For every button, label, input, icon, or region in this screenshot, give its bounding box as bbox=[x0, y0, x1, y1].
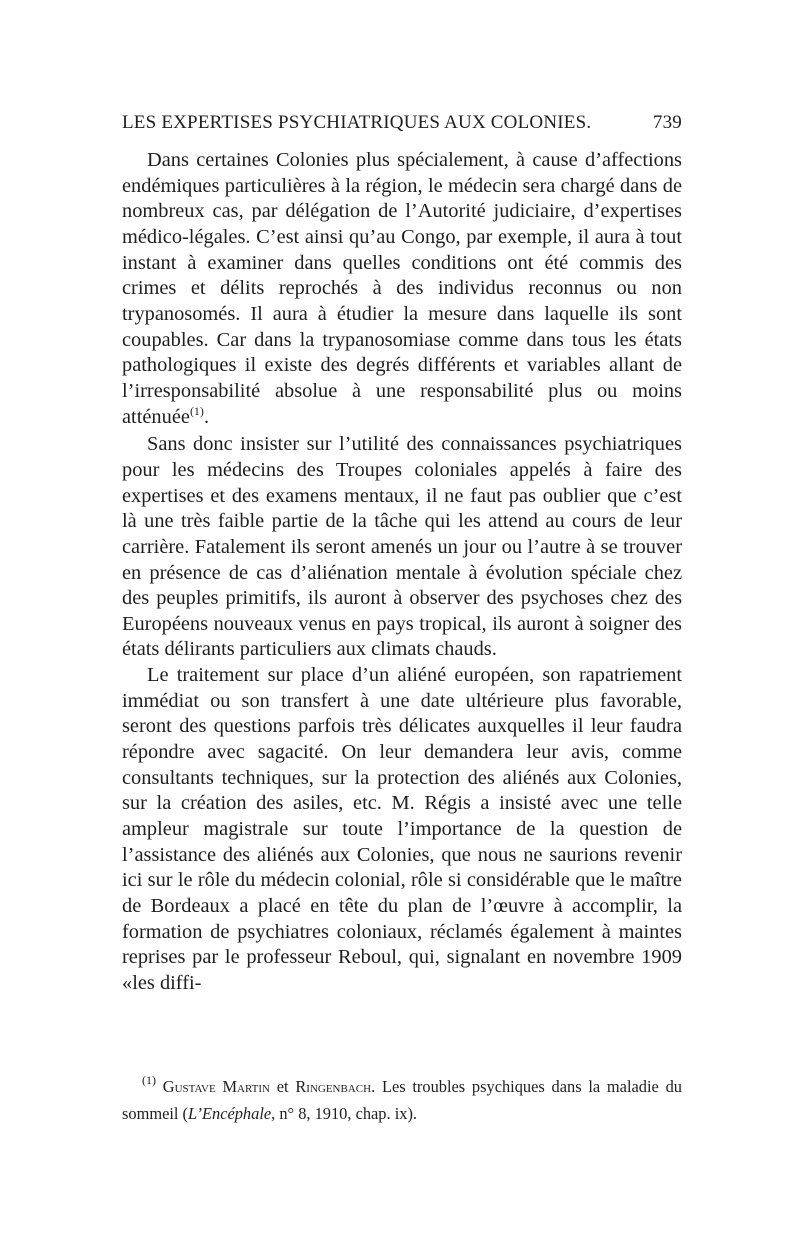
paragraph-1 bbox=[122, 148, 682, 432]
paragraph-2: Sans donc insister sur l’utilité des connaissances psychiatriques pour les médecins des Troupes coloniales appelés à faire des expertises et des examens mentaux, il ne faut pas oublier que c’est là une très faible partie de la tâche qui les attend au cours de leur carrière. Fatalement ils seront amenés un jour ou l’autre à se trouver en présence de cas d’aliénation mentale à évolution spéciale chez des peuples primitifs, ils auront à observer des psychoses chez des Européens nouveaux venus en pays tropical, ils auront à soigner des états délirants particuliers aux climats chauds. bbox=[122, 433, 682, 661]
footnote-journal: L’Encéphale bbox=[188, 1104, 272, 1123]
footnote-author-2: Ringenbach. bbox=[295, 1077, 376, 1096]
paragraph-1-end: . bbox=[203, 405, 210, 428]
main-text bbox=[122, 148, 682, 997]
page-number: 739 bbox=[652, 112, 682, 133]
paragraph-3: Le traitement sur place d’un aliéné européen, son rapatriement immédiat ou son transfert à une date ultérieure plus favorable, seront des questions parfois très délicates auxquelles il leur faudra répondre avec sagacité. On leur demandera leur avis, comme consultants techniques, sur la protection des aliénés aux Colonies, sur la création des asiles, etc. M. Régis a insisté avec une telle ampleur magistrale sur toute l’importance de la question de l’assistance des aliénés aux Colonies, que nous ne saurions revenir ici sur le rôle du médecin colonial, rôle si considérable que le maître de Bordeaux a placé en tête du plan de l’œuvre à accomplir, la formation de psychiatres coloniaux, réclamés également à maintes reprises par le professeur Reboul, qui, signalant en novembre 1909 «les diffi- bbox=[122, 664, 682, 994]
footnote-tail: , n° 8, 1910, chap. ix). bbox=[271, 1104, 418, 1123]
footnote-reference: (1) bbox=[189, 403, 204, 418]
footnote-author-1: Gustave Martin bbox=[162, 1077, 270, 1096]
footnote-marker: (1) bbox=[142, 1073, 156, 1087]
footnote-1 bbox=[122, 1074, 682, 1127]
footnote-conjunction: et bbox=[276, 1077, 289, 1096]
footnotes bbox=[122, 1074, 682, 1127]
running-title: LES EXPERTISES PSYCHIATRIQUES AUX COLONIES. bbox=[122, 112, 592, 133]
paragraph-1-text: Dans certaines Colonies plus spécialement, à cause d’affections endémiques particulières à la région, le médecin sera chargé dans de nombreux cas, par délégation de l’Autorité judiciaire, d’expertises médico-légales. C’est ainsi qu’au Congo, par exemple, il aura à tout instant à examiner dans quelles conditions ont été commis des crimes et délits reprochés à des individus reconnus ou non trypanosomés. Il aura à étudier la mesure dans laquelle ils sont coupables. Car dans la trypanosomiase comme dans tous les états pathologiques il existe des degrés différents et variables allant de l’irresponsabilité absolue à une responsabilité plus ou moins atténuée bbox=[122, 149, 682, 428]
footnote-text: Les troubles psychiques dans la maladie du sommeil ( bbox=[122, 1077, 682, 1123]
